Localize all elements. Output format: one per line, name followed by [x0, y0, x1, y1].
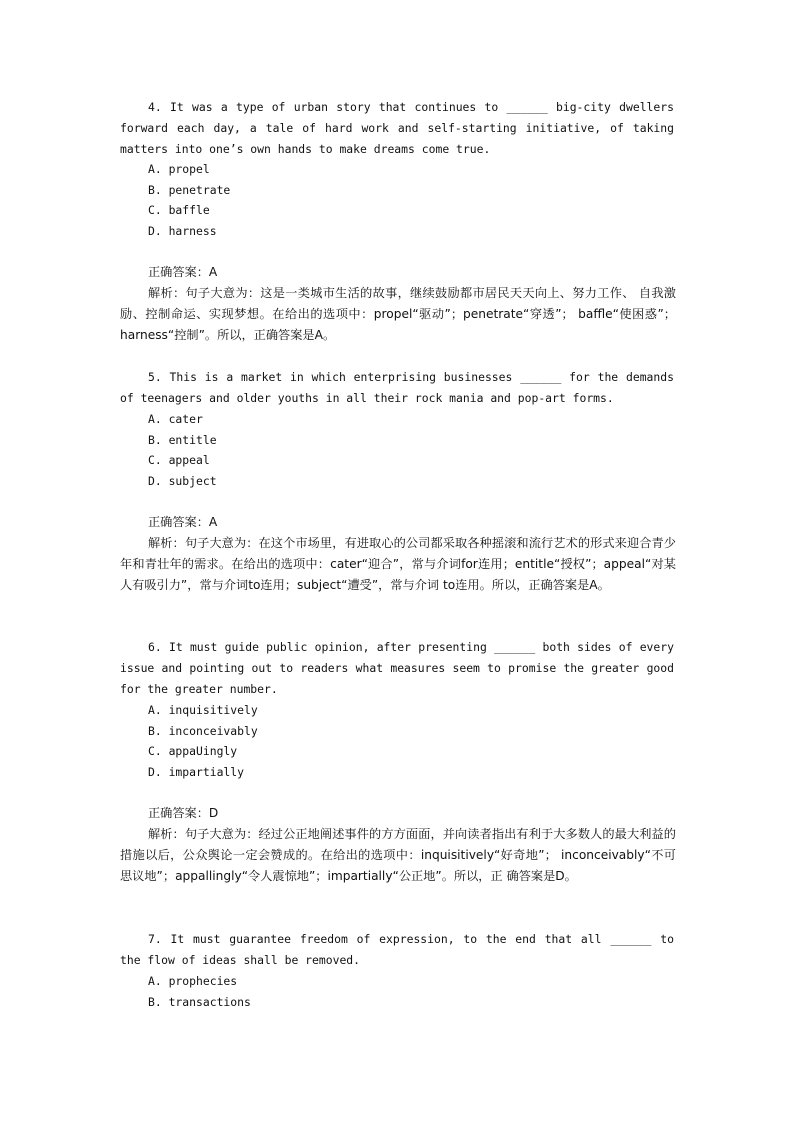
option-c: C. baffle	[148, 203, 210, 218]
question-4-options	[148, 159, 230, 241]
option-b: B. penetrate	[148, 182, 231, 197]
option-b: B. transactions	[148, 994, 251, 1009]
option-c: C. appaUingly	[148, 744, 238, 759]
question-7-options	[148, 971, 251, 1012]
question-7-stem: 7. It must guarantee freedom of expression, to the end that all ______ to the flow of ideas shall be removed.	[120, 932, 674, 967]
option-a: A. prophecies	[148, 974, 238, 988]
question-6-options	[148, 700, 258, 782]
option-c: C. appeal	[148, 453, 210, 468]
option-a: A. cater	[148, 412, 203, 426]
question-5-explanation: 解析：句子大意为：在这个市场里，有进取心的公司都采取各种摇滚和流行艺术的形式来迎合青少年和青壮年的需求。在给出的选项中：cater“迎合”，常与介词for连用；entitle“授权”；appeal“对某人有吸引力”，常与介词to连用；subject“遭受”，常与介词 to连用。所以，正确答案是A。	[120, 536, 676, 592]
question-6-stem: 6. It must guide public opinion, after presenting ______ both sides of every issue and pointing out to readers what measures seem to promise the greater good for the greater number.	[120, 640, 674, 696]
question-5-stem: 5. This is a market in which enterprising businesses ______ for the demands of teenagers and older youths in all their rock mania and pop-art forms.	[120, 370, 674, 405]
option-d: D. subject	[148, 473, 217, 488]
option-a: A. inquisitively	[148, 703, 258, 717]
question-4-stem: 4. It was a type of urban story that continues to ______ big-city dwellers forward each day, a tale of hard work and self-starting initiative, of taking matters into one’s own hands to make dreams come true.	[120, 100, 674, 156]
option-b: B. entitle	[148, 432, 217, 447]
option-a: A. propel	[148, 162, 210, 176]
question-5-answer: 正确答案：A	[148, 515, 218, 529]
option-b: B. inconceivably	[148, 723, 258, 738]
question-4-explanation: 解析：句子大意为：这是一类城市生活的故事，继续鼓励都市居民天天向上、努力工作、 自我激励、控制命运、实现梦想。在给出的选项中：propel“驱动”；penetrate“穿透”； baffle“使困惑”；harness“控制”。所以，正确答案是A。	[120, 286, 676, 342]
question-6-explanation: 解析：句子大意为：经过公正地阐述事件的方方面面，并向读者指出有利于大多数人的最大利益的措施以后，公众舆论一定会赞成的。在给出的选项中：inquisitively“好奇地”； inconceivably“不可思议地”；appallingly“令人震惊地”；impartially“公正地”。所以，正 确答案是D。	[120, 827, 676, 883]
question-6-answer: 正确答案：D	[148, 806, 219, 820]
option-d: D. impartially	[148, 764, 245, 779]
option-d: D. harness	[148, 223, 217, 238]
question-4-answer: 正确答案：A	[148, 265, 218, 279]
question-5-options	[148, 409, 217, 491]
